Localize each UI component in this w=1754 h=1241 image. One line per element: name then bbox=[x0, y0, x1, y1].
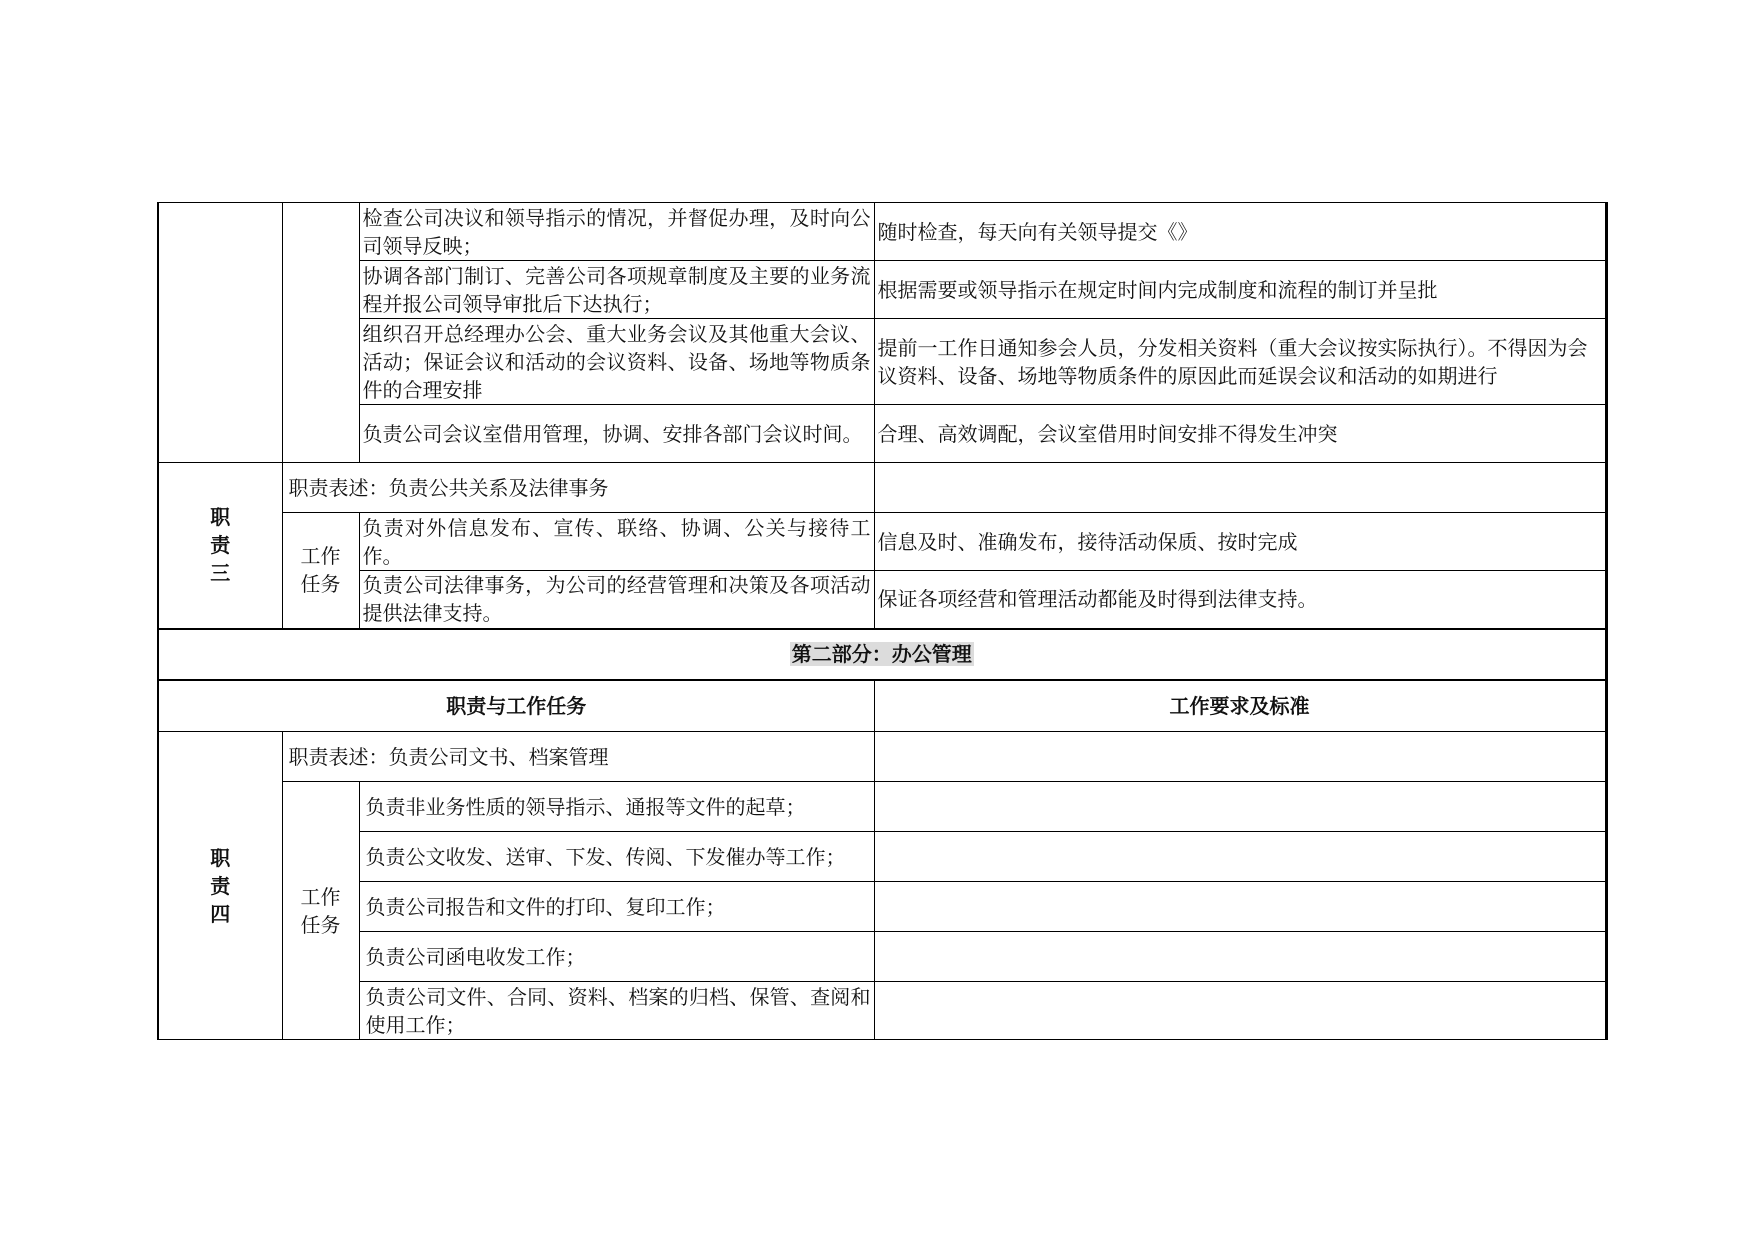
standard-cell bbox=[874, 782, 1606, 832]
standard-cell: 信息及时、准确发布，接待活动保质、按时完成 bbox=[874, 513, 1606, 571]
task-cell: 负责公司法律事务，为公司的经营管理和决策及各项活动提供法律支持。 bbox=[359, 571, 874, 629]
table-row bbox=[158, 882, 1606, 932]
standard-cell: 合理、高效调配，会议室借用时间安排不得发生冲突 bbox=[874, 405, 1606, 463]
standard-cell-empty bbox=[874, 463, 1606, 513]
table-row bbox=[158, 463, 1606, 513]
section-title-row bbox=[158, 629, 1606, 680]
task-cell: 负责非业务性质的领导指示、通报等文件的起草； bbox=[359, 782, 874, 832]
standard-cell bbox=[874, 982, 1606, 1040]
task-cell: 负责公司函电收发工作； bbox=[359, 932, 874, 982]
table-row bbox=[158, 932, 1606, 982]
table-row bbox=[158, 203, 1606, 261]
table-row bbox=[158, 571, 1606, 629]
standard-cell bbox=[874, 832, 1606, 882]
duty-table bbox=[157, 202, 1608, 1040]
task-cell: 负责公司会议室借用管理，协调、安排各部门会议时间。 bbox=[359, 405, 874, 463]
standard-cell bbox=[874, 932, 1606, 982]
task-cell: 组织召开总经理办公会、重大业务会议及其他重大会议、活动；保证会议和活动的会议资料、设备、场地等物质条件的合理安排 bbox=[359, 319, 874, 405]
duty-four-description: 职责表述：负责公司文书、档案管理 bbox=[282, 732, 874, 782]
table-row bbox=[158, 513, 1606, 571]
table-row bbox=[158, 405, 1606, 463]
task-cell: 负责公司报告和文件的打印、复印工作； bbox=[359, 882, 874, 932]
task-cell: 负责对外信息发布、宣传、联络、协调、公关与接待工作。 bbox=[359, 513, 874, 571]
duty-three-label: 职 责 三 bbox=[158, 463, 282, 629]
duty-label-cell-empty bbox=[158, 203, 282, 463]
standard-cell-empty bbox=[874, 732, 1606, 782]
section-title: 第二部分：办公管理 bbox=[791, 642, 972, 666]
column-header-tasks: 职责与工作任务 bbox=[158, 680, 874, 732]
table-row bbox=[158, 261, 1606, 319]
column-header-standards: 工作要求及标准 bbox=[874, 680, 1606, 732]
standard-cell: 保证各项经营和管理活动都能及时得到法律支持。 bbox=[874, 571, 1606, 629]
task-label: 工作 任务 bbox=[282, 782, 359, 1040]
column-header-row bbox=[158, 680, 1606, 732]
task-cell: 负责公文收发、送审、下发、传阅、下发催办等工作； bbox=[359, 832, 874, 882]
table-row bbox=[158, 732, 1606, 782]
table-row bbox=[158, 832, 1606, 882]
standard-cell: 根据需要或领导指示在规定时间内完成制度和流程的制订并呈批 bbox=[874, 261, 1606, 319]
duty-three-description: 职责表述：负责公共关系及法律事务 bbox=[282, 463, 874, 513]
task-cell: 负责公司文件、合同、资料、档案的归档、保管、查阅和使用工作； bbox=[359, 982, 874, 1040]
table-row bbox=[158, 782, 1606, 832]
standard-cell: 随时检查，每天向有关领导提交《》 bbox=[874, 203, 1606, 261]
task-cell: 协调各部门制订、完善公司各项规章制度及主要的业务流程并报公司领导审批后下达执行； bbox=[359, 261, 874, 319]
task-label: 工作 任务 bbox=[282, 513, 359, 629]
duty-four-label: 职 责 四 bbox=[158, 732, 282, 1040]
standard-cell bbox=[874, 882, 1606, 932]
task-cell: 检查公司决议和领导指示的情况，并督促办理，及时向公司领导反映； bbox=[359, 203, 874, 261]
standard-cell: 提前一工作日通知参会人员，分发相关资料（重大会议按实际执行）。不得因为会议资料、设备、场地等物质条件的原因此而延误会议和活动的如期进行 bbox=[874, 319, 1606, 405]
task-label-cell-empty bbox=[282, 203, 359, 463]
table-row bbox=[158, 319, 1606, 405]
table-row bbox=[158, 982, 1606, 1040]
